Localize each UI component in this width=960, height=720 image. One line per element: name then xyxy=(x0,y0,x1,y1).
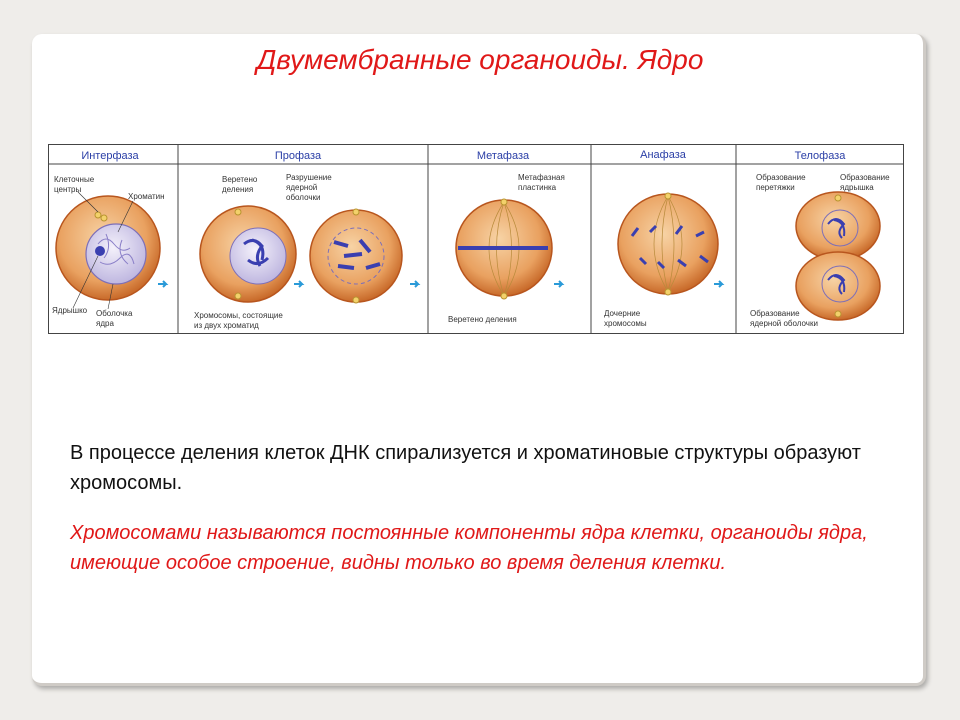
label-envelope-formation: Образование xyxy=(750,309,800,318)
body-paragraph: В процессе деления клеток ДНК спирализуется и хроматиновые структуры образуют хромосомы. xyxy=(70,442,861,494)
label-chromosomes: из двух хроматид xyxy=(194,321,259,330)
phase-header-telophase: Телофаза xyxy=(794,150,846,162)
phase-header-metaphase: Метафаза xyxy=(476,150,530,162)
label-nuclear-envelope: Оболочка xyxy=(96,309,133,318)
label-envelope-breakdown: оболочки xyxy=(286,193,321,202)
label-furrow-formation: Образование xyxy=(756,173,806,182)
slide-card xyxy=(32,34,926,686)
phase-header-anaphase: Анафаза xyxy=(640,149,686,161)
label-metaphase-plate: пластинка xyxy=(518,183,557,192)
label-nucleolus-formation: ядрышка xyxy=(840,183,874,192)
slide-title: Двумембранные органоиды. Ядро xyxy=(256,44,704,75)
label-nucleolus: Ядрышко xyxy=(52,306,88,315)
label-envelope-breakdown: Разрушение xyxy=(286,173,332,182)
label-chromosomes: Хромосомы, состоящие xyxy=(194,311,283,320)
label-envelope-formation: ядерной оболочки xyxy=(750,319,818,328)
label-daughter-chromosomes: Дочерние xyxy=(604,309,641,318)
phase-header-interphase: Интерфаза xyxy=(81,150,139,162)
anaphase-cell xyxy=(618,193,718,295)
prophase-cell-late xyxy=(310,209,402,303)
label-metaphase-plate: Метафазная xyxy=(518,173,565,182)
interphase-cell xyxy=(56,196,160,300)
prophase-cell-early xyxy=(200,206,296,302)
label-centrioles: Клеточные xyxy=(54,175,95,184)
label-spindle-metaphase: Веретено деления xyxy=(448,315,517,324)
label-centrioles: центры xyxy=(54,185,82,194)
label-nucleolus-formation: Образование xyxy=(840,173,890,182)
phase-header-prophase: Профаза xyxy=(274,150,322,162)
label-nuclear-envelope: ядра xyxy=(96,319,114,328)
label-daughter-chromosomes: хромосомы xyxy=(604,319,647,328)
label-chromatin: Хроматин xyxy=(128,192,165,201)
label-envelope-breakdown: ядерной xyxy=(286,183,318,192)
mitosis-diagram xyxy=(48,144,904,334)
label-spindle: Веретено xyxy=(222,175,258,184)
label-spindle: деления xyxy=(222,185,254,194)
definition-paragraph: Хромосомами называются постоянные компоненты ядра клетки, органоиды ядра, имеющие особое строение, видны только во время деления клетки. xyxy=(70,522,868,574)
label-furrow-formation: перетяжки xyxy=(756,183,795,192)
